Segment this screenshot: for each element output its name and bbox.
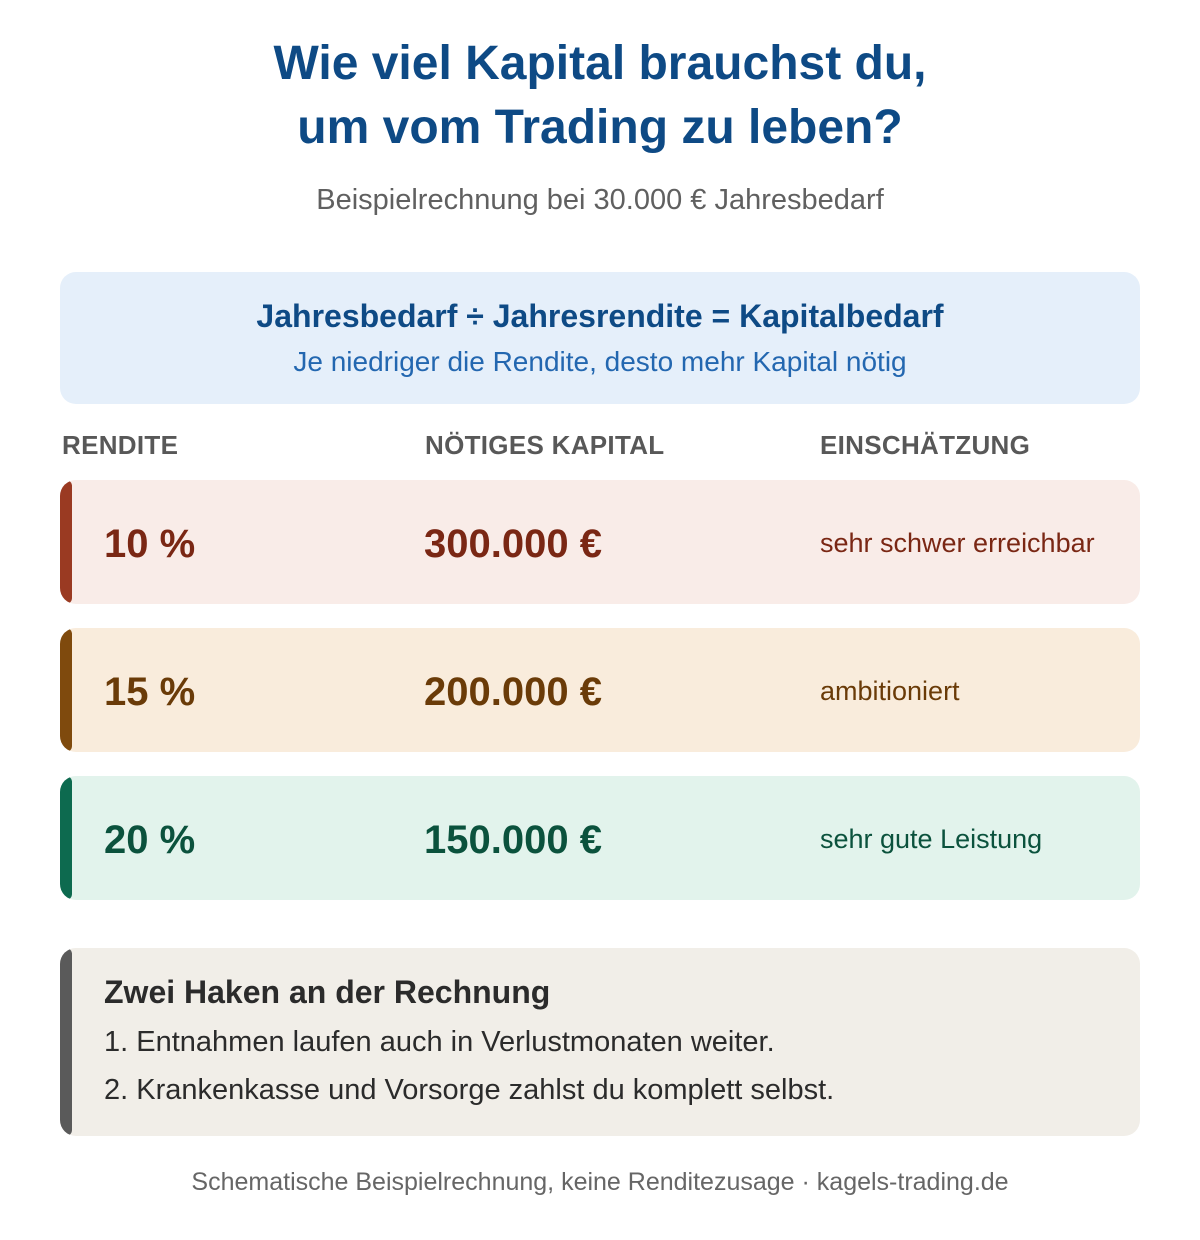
page-title-line-1: Wie viel Kapital brauchst du, — [273, 37, 927, 90]
row-assessment: sehr gute Leistung — [820, 824, 1043, 854]
formula-note: Je niedriger die Rendite, desto mehr Kapital nötig — [293, 346, 907, 377]
row-capital: 300.000 € — [424, 522, 602, 566]
formula-box — [60, 272, 1140, 404]
table-row-20-percent — [60, 776, 1140, 900]
row-assessment: ambitioniert — [820, 676, 960, 706]
column-header-kapital: NÖTIGES KAPITAL — [425, 430, 665, 460]
formula-equation: Jahresbedarf ÷ Jahresrendite = Kapitalbedarf — [256, 298, 944, 334]
caveats-accent-bar — [60, 948, 72, 1136]
table-row-10-percent — [60, 480, 1140, 604]
caveats-title: Zwei Haken an der Rechnung — [104, 974, 551, 1010]
footer-disclaimer: Schematische Beispielrechnung, keine Renditezusage · kagels-trading.de — [191, 1168, 1009, 1196]
column-header-rendite: RENDITE — [62, 430, 179, 460]
caveat-item: 1. Entnahmen laufen auch in Verlustmonaten weiter. — [104, 1026, 775, 1058]
page-title-line-2: um vom Trading zu leben? — [297, 101, 903, 154]
page-subtitle: Beispielrechnung bei 30.000 € Jahresbedarf — [316, 184, 884, 216]
caveat-item: 2. Krankenkasse und Vorsorge zahlst du komplett selbst. — [104, 1074, 835, 1106]
row-accent-bar — [60, 480, 72, 604]
column-header-einschaetzung: EINSCHÄTZUNG — [820, 430, 1031, 460]
row-rate: 15 % — [104, 670, 196, 714]
row-rate: 20 % — [104, 818, 196, 862]
row-capital: 150.000 € — [424, 818, 602, 862]
row-accent-bar — [60, 776, 72, 900]
row-rate: 10 % — [104, 522, 196, 566]
row-assessment: sehr schwer erreichbar — [820, 528, 1095, 558]
row-accent-bar — [60, 628, 72, 752]
caveats-box — [60, 948, 1140, 1136]
row-capital: 200.000 € — [424, 670, 602, 714]
table-row-15-percent — [60, 628, 1140, 752]
